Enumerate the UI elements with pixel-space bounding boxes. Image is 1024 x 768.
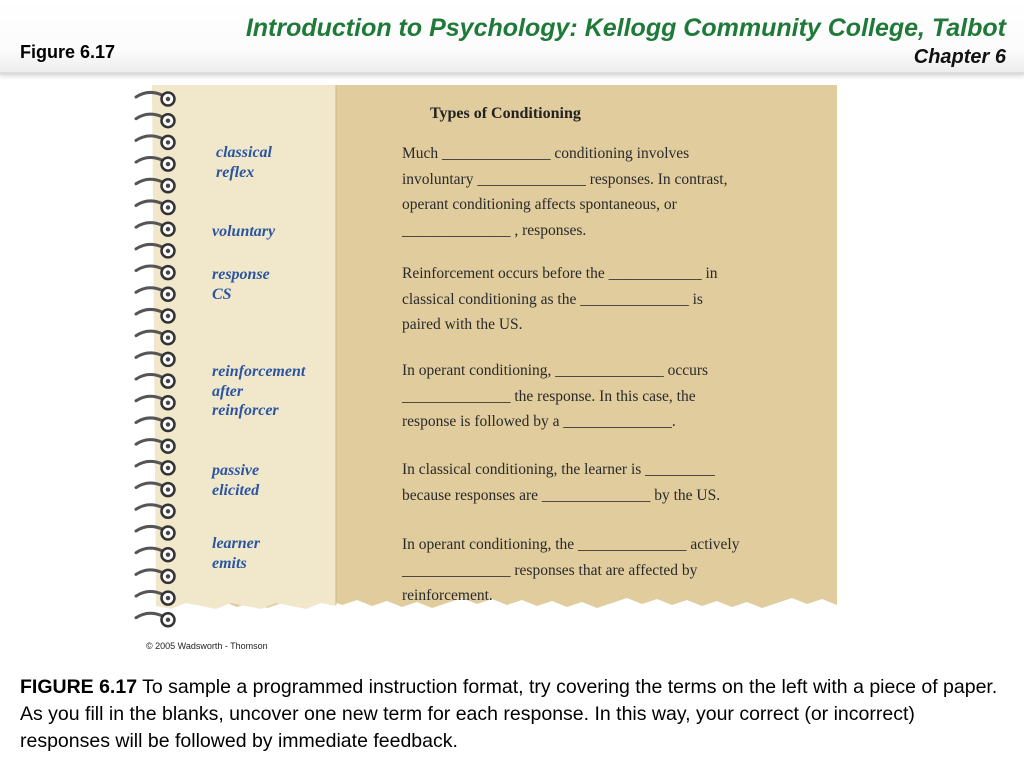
question-text: classical conditioning as the ______________ is [402,290,703,308]
spiral-hole [166,487,170,491]
spiral-hole [166,184,170,188]
question-block [402,141,727,243]
spiral-hole [166,553,170,557]
term-text: learner [212,535,260,552]
question-text: Reinforcement occurs before the ____________ in [402,265,718,282]
spiral-hole [166,140,170,144]
term-group [212,265,270,304]
chapter-label: Chapter 6 [913,46,1006,68]
question-text: operant conditioning affects spontaneous, or [402,196,677,214]
spiral-wire [136,613,162,618]
spiral-hole [166,509,170,513]
term-text: classical [216,144,272,161]
term-text: response [212,266,270,283]
term-group [212,534,260,573]
question-text: reinforcement. [402,587,493,605]
question-text: ______________ the response. In this case, the [402,387,696,405]
question-block [402,261,718,338]
figure-label: Figure 6.17 [20,42,116,62]
spiral-hole [166,401,170,405]
question-text: ______________ responses that are affected by [402,561,698,579]
term-text: after [212,382,244,400]
question-block [402,532,740,609]
question-block [402,457,720,508]
spiral-hole [166,531,170,535]
question-text: response is followed by a ______________. [402,413,676,431]
spiral-hole [166,249,170,253]
term-text: reinforcer [212,402,279,419]
term-group [212,461,259,500]
spiral-hole [166,227,170,231]
question-text: involuntary ______________ responses. In contrast, [402,170,728,188]
question-block [402,358,708,435]
spiral-hole [166,444,170,448]
spiral-hole [166,336,170,340]
slide-header [0,0,1024,75]
spiral-hole [166,97,170,101]
spiral-hole [166,357,170,361]
spiral-hole [166,205,170,209]
term-text: elicited [212,481,260,499]
spiral-hole [166,596,170,600]
term-group [216,143,272,182]
term-group [212,362,305,421]
spiral-hole [166,466,170,470]
question-text: In operant conditioning, the ______________ actively [402,536,740,553]
spiral-hole [166,314,170,318]
term-text: reinforcement [212,363,306,380]
term-text: emits [212,554,247,572]
spiral-hole [166,618,170,622]
spiral-hole [166,119,170,123]
figure-caption [20,674,1000,755]
notebook-title: Types of Conditioning [430,105,581,122]
term-text: passive [212,462,260,479]
question-text: because responses are ______________ by the US. [402,486,721,504]
question-text: In operant conditioning, ______________ occurs [402,362,709,379]
question-text: In classical conditioning, the learner is _________ [402,461,715,478]
term-group [212,222,275,242]
question-text: paired with the US. [402,316,523,334]
spiral-hole [166,292,170,296]
spiral-hole [166,422,170,426]
copyright-text: © 2005 Wadsworth - Thomson [146,641,268,651]
spiral-hole [166,270,170,274]
spiral-hole [166,162,170,166]
course-title: Introduction to Psychology: Kellogg Community College, Talbot [245,14,1006,42]
term-text: voluntary [212,223,276,240]
term-text: reflex [216,163,255,181]
notebook-figure [132,85,837,658]
spiral-hole [166,574,170,578]
spiral-hole [166,379,170,383]
question-text: ______________ , responses. [402,221,587,239]
question-text: Much ______________ conditioning involves [402,145,690,162]
caption-label: FIGURE 6.17 [20,676,138,698]
term-text: CS [212,285,232,303]
caption-text: To sample a programmed instruction format, try covering the terms on the left with a piece of paper. As you fill in the blanks, uncover one new term for each response. In this way, your correct (or incorrect) responses will be followed by immediate feedback. [20,676,998,752]
